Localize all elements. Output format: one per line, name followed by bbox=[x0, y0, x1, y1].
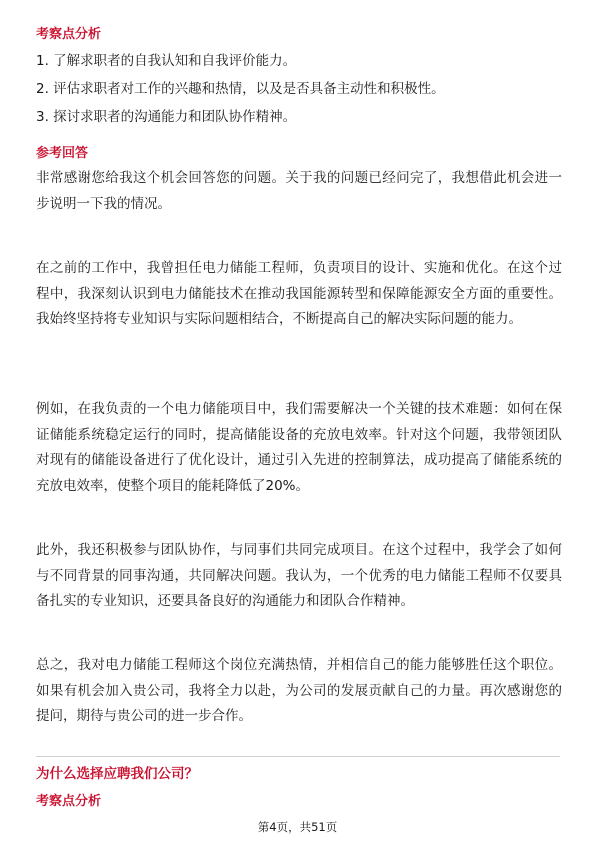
page-number-footer: 第4页，共51页 bbox=[257, 820, 338, 834]
answer-paragraph-4: 此外，我还积极参与团队协作，与同事们共同完成项目。在这个过程中，我学会了如何与不同背景的同事沟通，共同解决问题。我认为，一个优秀的电力储能工程师不仅要具备扎实的专业知识，还要具备良好的沟通能力和团队合作精神。 bbox=[36, 542, 562, 609]
exam-point-1: 1. 了解求职者的自我认知和自我评价能力。 bbox=[36, 53, 297, 69]
answer-heading: 参考回答 bbox=[36, 146, 89, 161]
answer-paragraph-5: 总之，我对电力储能工程师这个岗位充满热情，并相信自己的能力能够胜任这个职位。如果有机会加入贵公司，我将全力以赴，为公司的发展贡献自己的力量。再次感谢您的提问，期待与贵公司的进一步合作。 bbox=[36, 657, 562, 724]
answer-paragraph-2: 在之前的工作中，我曾担任电力储能工程师，负责项目的设计、实施和优化。在这个过程中，我深刻认识到电力储能技术在推动我国能源转型和保障能源安全方面的重要性。我始终坚持将专业知识与实际问题相结合，不断提高自己的解决实际问题的能力。 bbox=[36, 260, 562, 327]
next-exam-points-heading: 考察点分析 bbox=[36, 794, 102, 809]
section-divider bbox=[36, 756, 560, 757]
exam-point-2: 2. 评估求职者对工作的兴趣和热情，以及是否具备主动性和积极性。 bbox=[36, 81, 445, 97]
next-question-heading: 为什么选择应聘我们公司？ bbox=[36, 766, 198, 782]
answer-paragraph-3: 例如，在我负责的一个电力储能项目中，我们需要解决一个关键的技术难题：如何在保证储能系统稳定运行的同时，提高储能设备的充放电效率。针对这个问题，我带领团队对现有的储能设备进行了优化设计，通过引入先进的控制算法，成功提高了储能系统的充放电效率，使整个项目的能耗降低了20%。 bbox=[36, 401, 562, 494]
answer-paragraph-1: 非常感谢您给我这个机会回答您的问题。关于我的问题已经问完了，我想借此机会进一步说明一下我的情况。 bbox=[36, 170, 562, 212]
exam-point-3: 3. 探讨求职者的沟通能力和团队协作精神。 bbox=[36, 109, 297, 125]
exam-points-heading: 考察点分析 bbox=[36, 27, 102, 42]
